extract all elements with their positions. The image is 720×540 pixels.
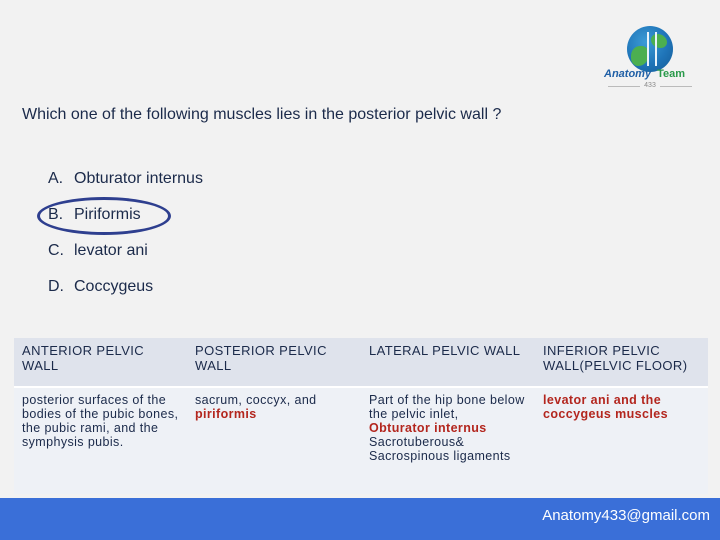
option-letter: B. [48, 206, 64, 223]
cell-posterior-highlight: piriformis [195, 407, 257, 421]
table-header-row [14, 338, 708, 387]
answer-highlight-circle [37, 197, 171, 235]
option-letter: D. [48, 278, 64, 295]
cell-lateral [361, 387, 535, 494]
footer-email[interactable]: Anatomy433@gmail.com [542, 507, 710, 524]
option-d[interactable] [48, 276, 203, 312]
option-letter: A. [48, 170, 64, 187]
header-inferior: INFERIOR PELVIC WALL(PELVIC FLOOR) [535, 338, 708, 387]
logo-brand-team: Team [657, 68, 685, 80]
cell-lateral-highlight: Obturator internus [369, 421, 487, 435]
option-c[interactable] [48, 240, 203, 276]
table-row [14, 387, 708, 494]
header-anterior: ANTERIOR PELVIC WALL [14, 338, 187, 387]
question-text: Which one of the following muscles lies in the posterior pelvic wall ? [22, 106, 502, 123]
cell-inferior-highlight: levator ani and the coccygeus muscles [543, 393, 668, 421]
cell-lateral-text-2: Sacrotuberous& Sacrospinous ligaments [369, 435, 511, 463]
header-lateral: LATERAL PELVIC WALL [361, 338, 535, 387]
cell-inferior [535, 387, 708, 494]
globe-icon [627, 26, 673, 72]
anatomy-team-logo [600, 26, 696, 92]
cell-posterior [187, 387, 361, 494]
logo-divider-right [660, 86, 692, 87]
logo-brand [604, 68, 696, 80]
footer-bar [0, 498, 720, 540]
option-text: Piriformis [74, 206, 141, 223]
option-text: Coccygeus [74, 278, 154, 295]
option-letter: C. [48, 242, 64, 259]
answer-options [48, 168, 203, 312]
cell-lateral-text: Part of the hip bone below the pelvic inlet, [369, 393, 525, 421]
logo-brand-anatomy: Anatomy [604, 68, 652, 80]
logo-number: 433 [644, 82, 656, 89]
cell-posterior-text: sacrum, coccyx, and [195, 393, 317, 407]
cell-anterior: posterior surfaces of the bodies of the pubic bones, the pubic rami, and the symphysis pubis. [14, 387, 187, 494]
option-text: levator ani [74, 242, 148, 259]
option-text: Obturator internus [74, 170, 203, 187]
pelvic-walls-table [14, 338, 708, 494]
header-posterior: POSTERIOR PELVIC WALL [187, 338, 361, 387]
